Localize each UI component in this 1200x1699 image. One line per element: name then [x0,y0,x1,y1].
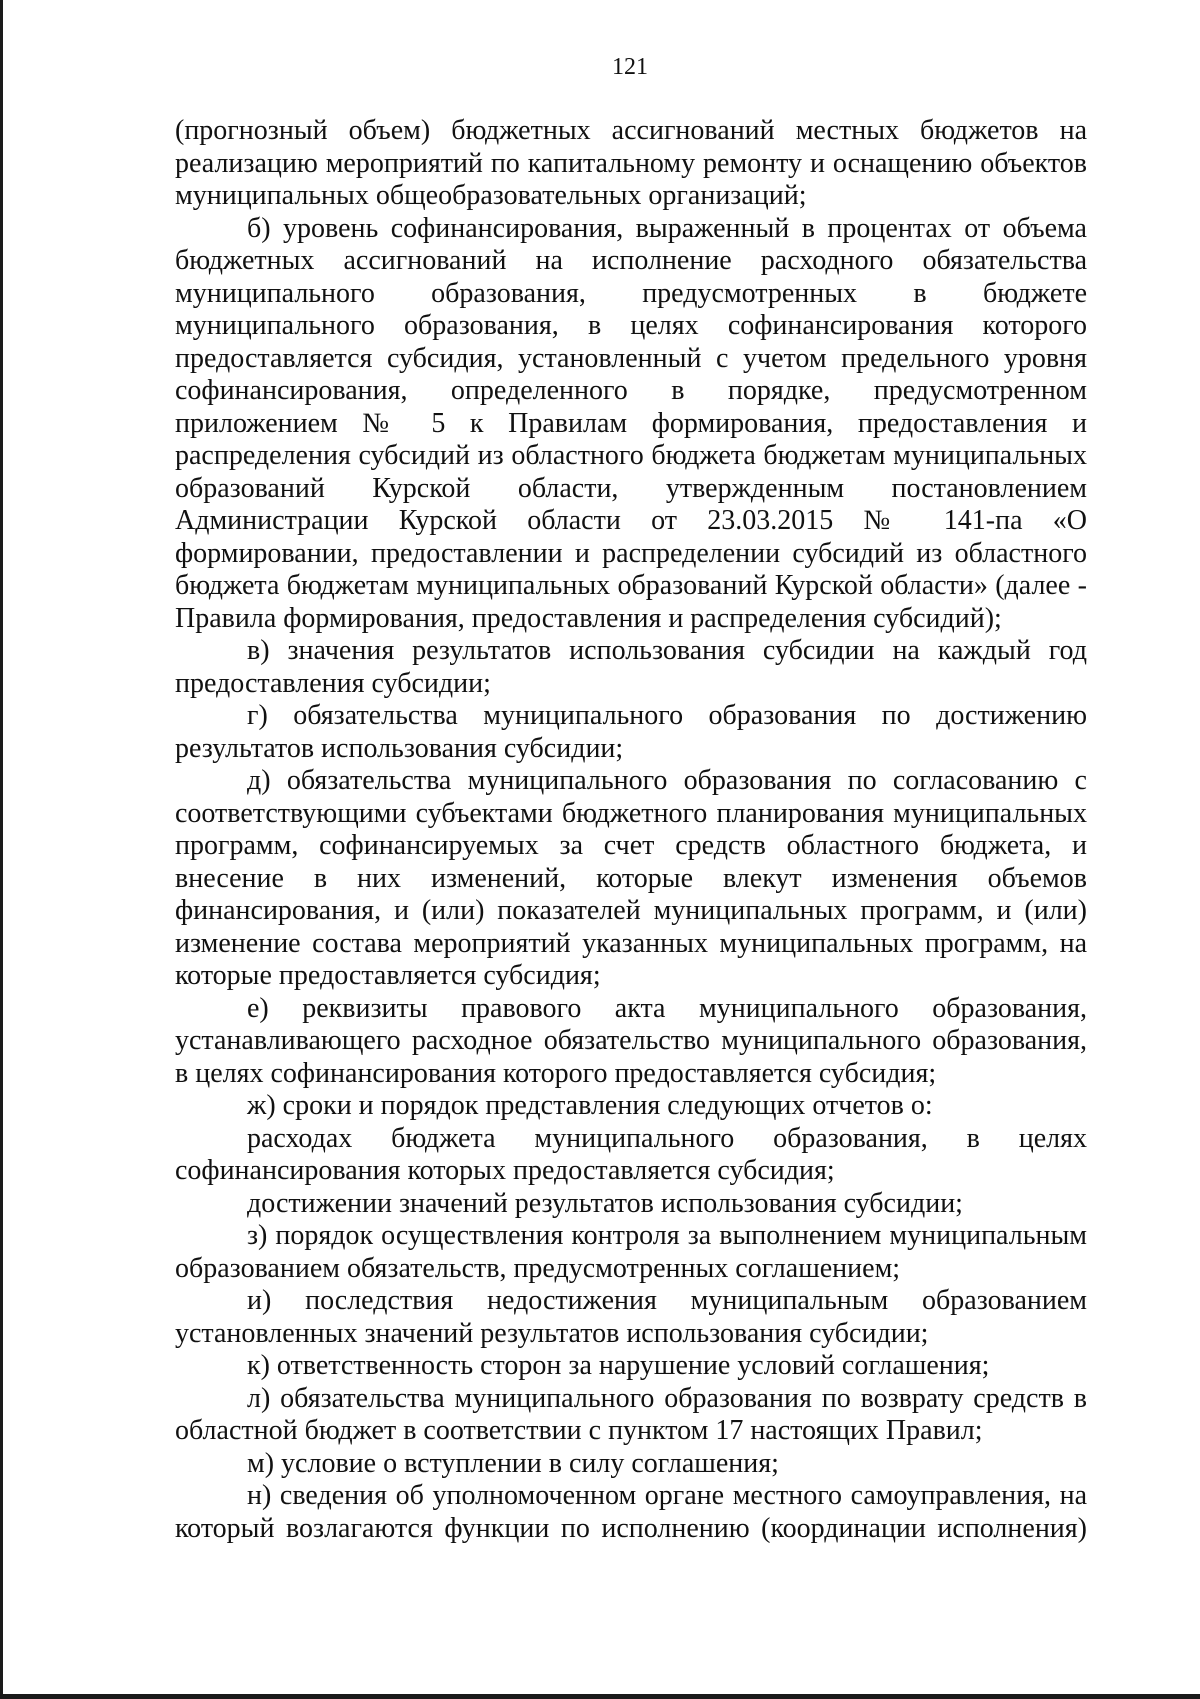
paragraph-item-k: к) ответственность сторон за нарушение условий соглашения; [247,1350,990,1381]
paragraph-item-d: д) обязательства муниципального образования по согласованию с соответствующими субъектами бюджетного планирования муниципальных программ, софинансируемых за счет средств областного бюджета, и внесение в них изменений, которые влекут изменения объемов финансирования, и (или) показателей муниципальных программ, и (или) изменение состава мероприятий указанных муниципальных программ, на которые предоставляется субсидия; [175,765,1087,991]
paragraph-item-m: м) условие о вступлении в силу соглашения; [247,1447,779,1479]
paragraph-item-b: б) уровень софинансирования, выраженный в процентах от объема бюджетных ассигнований на исполнение расходного обязательства муниципального образования, предусмотренных в бюджете муниципального образования, в целях софинансирования которого предоставляется субсидия, установленный с учетом предельного уровня софинансирования, определенного в порядке, предусмотренном приложением № 5 к Правилам формирования, предоставления и распределения субсидий из областного бюджета бюджетам муниципальных образований Курской области, утвержденным постановлением Администрации Курской области от 23.03.2015 № 141-па «О формировании, предоставлении и распределении субсидий из областного бюджета бюджетам муниципальных образований Курской области» (далее - Правила формирования, предоставления и распределения субсидий); [175,212,1087,634]
document-body [175,115,1087,1545]
page-number: 121 [612,54,648,80]
paragraph-item-g: г) обязательства муниципального образования по достижению результатов использования субсидии; [175,700,1087,764]
paragraph-continuation: (прогнозный объем) бюджетных ассигнований местных бюджетов на реализацию мероприятий по капитальному ремонту и оснащению объектов муниципальных общеобразовательных организаций; [175,115,1087,211]
paragraph-item-v: в) значения результатов использования субсидии на каждый год предоставления субсидии; [175,635,1087,699]
paragraph-item-n: н) сведения об уполномоченном органе местного самоуправления, на который возлагаются функции по исполнению (координации исполнения) [175,1480,1087,1544]
paragraph-item-z: з) порядок осуществления контроля за выполнением муниципальным образованием обязательств, предусмотренных соглашением; [175,1220,1087,1284]
paragraph-item-zh: ж) сроки и порядок представления следующих отчетов о: [247,1090,933,1121]
paragraph-item-i: и) последствия недостижения муниципальным образованием установленных значений результатов использования субсидии; [175,1285,1087,1349]
scan-edge-bottom [0,1694,1200,1699]
paragraph-item-l: л) обязательства муниципального образования по возврату средств в областной бюджет в соответствии с пунктом 17 настоящих Правил; [175,1382,1087,1446]
scan-edge-left [0,0,3,1699]
paragraph-subitem-results: достижении значений результатов использования субсидии; [247,1187,963,1219]
paragraph-item-e: е) реквизиты правового акта муниципального образования, устанавливающего расходное обязательство муниципального образования, в целях софинансирования которого предоставляется субсидия; [175,992,1087,1089]
paragraph-subitem-expenses: расходах бюджета муниципального образования, в целях софинансирования которых предоставляется субсидия; [175,1122,1087,1186]
